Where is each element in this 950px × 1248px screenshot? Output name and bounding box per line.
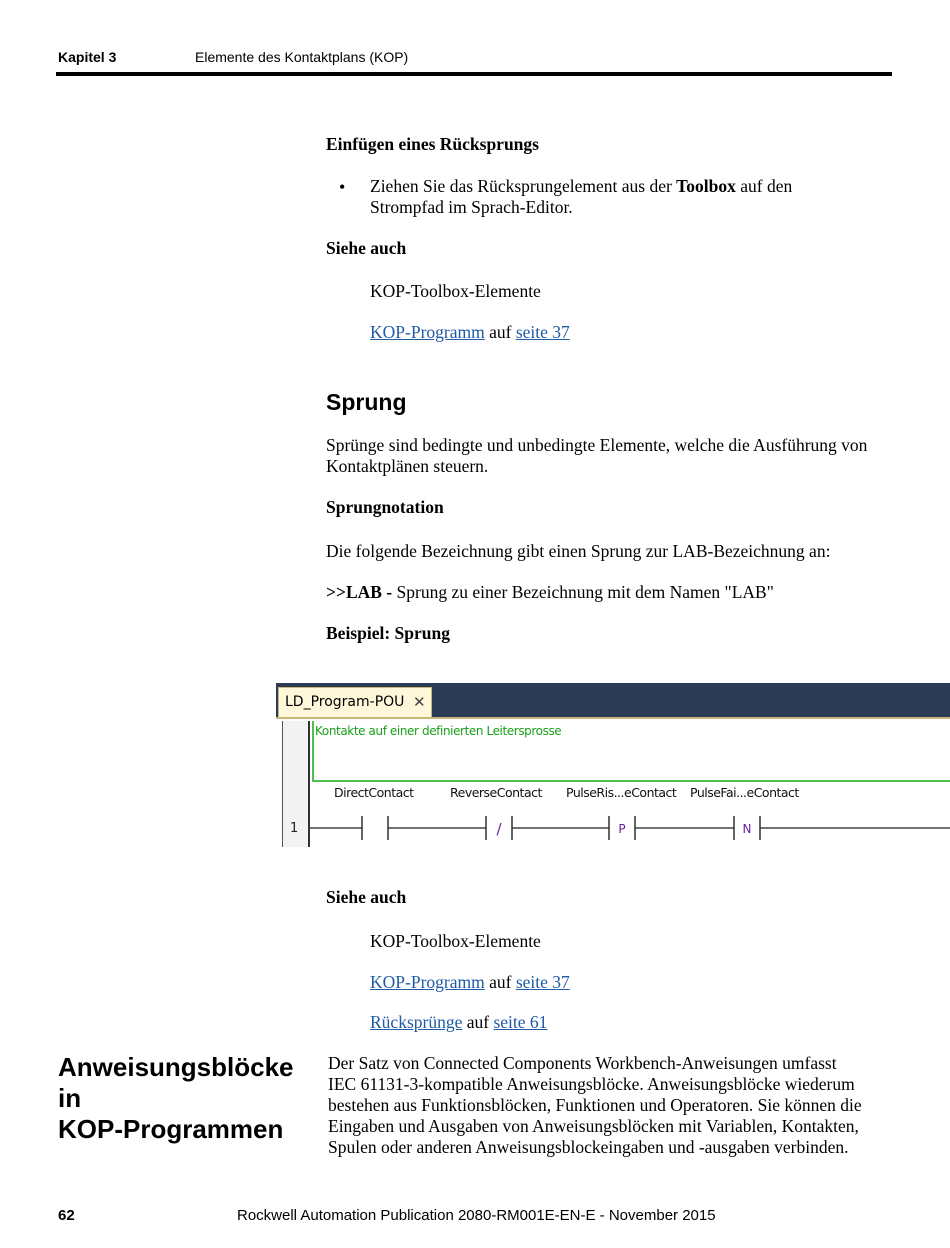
lab-notation-term: >>LAB - [326, 582, 397, 602]
rung-number: 1 [290, 821, 299, 836]
blocks-line5: Spulen oder anderen Anweisungsblockeingaben und -ausgaben verbinden. [328, 1137, 849, 1157]
see-also-2-ref-returns [370, 1012, 547, 1033]
page-number: 62 [58, 1207, 75, 1224]
see-also-heading-2: Siehe auch [326, 887, 407, 907]
ladder-rung [310, 808, 950, 844]
blocks-heading-line3: KOP-Programmen [58, 1114, 284, 1144]
page-61-link[interactable]: seite 61 [493, 1012, 548, 1032]
example-heading: Beispiel: Sprung [326, 623, 450, 643]
ref-connector-2: auf [484, 972, 516, 992]
bullet-text-post: auf den [735, 176, 793, 196]
notation-heading: Sprungnotation [326, 497, 444, 517]
pulse-rising-symbol: P [618, 822, 626, 836]
see-also-1-ref-toolbox: KOP-Toolbox-Elemente [370, 281, 541, 301]
contact-label-reverse: ReverseContact [450, 785, 542, 800]
ref-connector: auf [484, 322, 516, 342]
bullet-text-line2: Strompfad im Sprach-Editor. [370, 197, 573, 217]
lab-notation-desc: Sprung zu einer Bezeichnung mit dem Namen "LAB" [396, 582, 774, 602]
jump-intro [326, 435, 896, 477]
ruecksprunge-link[interactable]: Rücksprünge [370, 1012, 463, 1032]
direct-contact[interactable] [362, 816, 388, 840]
contact-label-pulse-falling: PulseFai...eContact [690, 785, 799, 800]
notation-text: Die folgende Bezeichnung gibt einen Sprung zur LAB-Bezeichnung an: [326, 541, 831, 561]
contact-label-pulse-rising: PulseRis...eContact [566, 785, 677, 800]
page-37-link-2[interactable]: seite 37 [515, 972, 570, 992]
editor-tab[interactable] [278, 687, 432, 718]
insert-return-heading: Einfügen eines Rücksprungs [326, 134, 539, 154]
blocks-line1: Der Satz von Connected Components Workbench-Anweisungen umfasst [328, 1053, 837, 1073]
ld-editor-screenshot [276, 683, 950, 847]
kop-programm-link[interactable]: KOP-Programm [370, 322, 485, 342]
blocks-heading-line2: in [58, 1083, 82, 1113]
lab-notation [326, 582, 774, 603]
publication-info: Rockwell Automation Publication 2080-RM001E-EN-E - November 2015 [237, 1207, 716, 1224]
bullet-text-pre: Ziehen Sie das Rücksprungelement aus der [370, 176, 677, 196]
reverse-contact[interactable] [486, 816, 512, 840]
section-heading-sprung: Sprung [326, 389, 407, 415]
bullet-dot: • [339, 177, 346, 197]
blocks-line3: bestehen aus Funktionsblöcken, Funktionen und Operatoren. Sie können die [328, 1095, 862, 1115]
reverse-contact-symbol: / [496, 820, 502, 838]
page-37-link[interactable]: seite 37 [515, 322, 570, 342]
pulse-falling-symbol: N [742, 822, 752, 836]
chapter-label: Kapitel 3 [58, 49, 117, 65]
see-also-2-ref-toolbox: KOP-Toolbox-Elemente [370, 931, 541, 951]
insert-return-bullet [370, 176, 890, 218]
jump-intro-line1: Sprünge sind bedingte und unbedingte Elemente, welche die Ausführung von [326, 435, 868, 455]
section-heading-blocks [58, 1052, 308, 1145]
header-rule [56, 72, 892, 76]
ref-connector-3: auf [462, 1012, 494, 1032]
contact-label-direct: DirectContact [334, 785, 414, 800]
chapter-title: Elemente des Kontaktplans (KOP) [195, 49, 409, 65]
see-also-1-ref-program [370, 322, 570, 343]
pulse-rising-contact[interactable] [609, 816, 635, 840]
editor-tab-label: LD_Program-POU [285, 694, 405, 710]
jump-intro-line2: Kontaktplänen steuern. [326, 456, 489, 476]
kop-programm-link-2[interactable]: KOP-Programm [370, 972, 485, 992]
blocks-paragraph [328, 1053, 908, 1158]
toolbox-term: Toolbox [676, 176, 736, 196]
see-also-heading-1: Siehe auch [326, 238, 407, 258]
rung-comment: Kontakte auf einer definierten Leitersprosse [315, 724, 562, 738]
blocks-heading-line1: Anweisungsblöcke [58, 1052, 294, 1082]
see-also-2-ref-program [370, 972, 570, 993]
blocks-line2: IEC 61131-3-kompatible Anweisungsblöcke. Anweisungsblöcke wiederum [328, 1074, 855, 1094]
pulse-falling-contact[interactable] [734, 816, 760, 840]
close-icon[interactable]: ✕ [413, 693, 426, 711]
blocks-line4: Eingaben und Ausgaben von Anweisungsblöcken mit Variablen, Kontakten, [328, 1116, 859, 1136]
